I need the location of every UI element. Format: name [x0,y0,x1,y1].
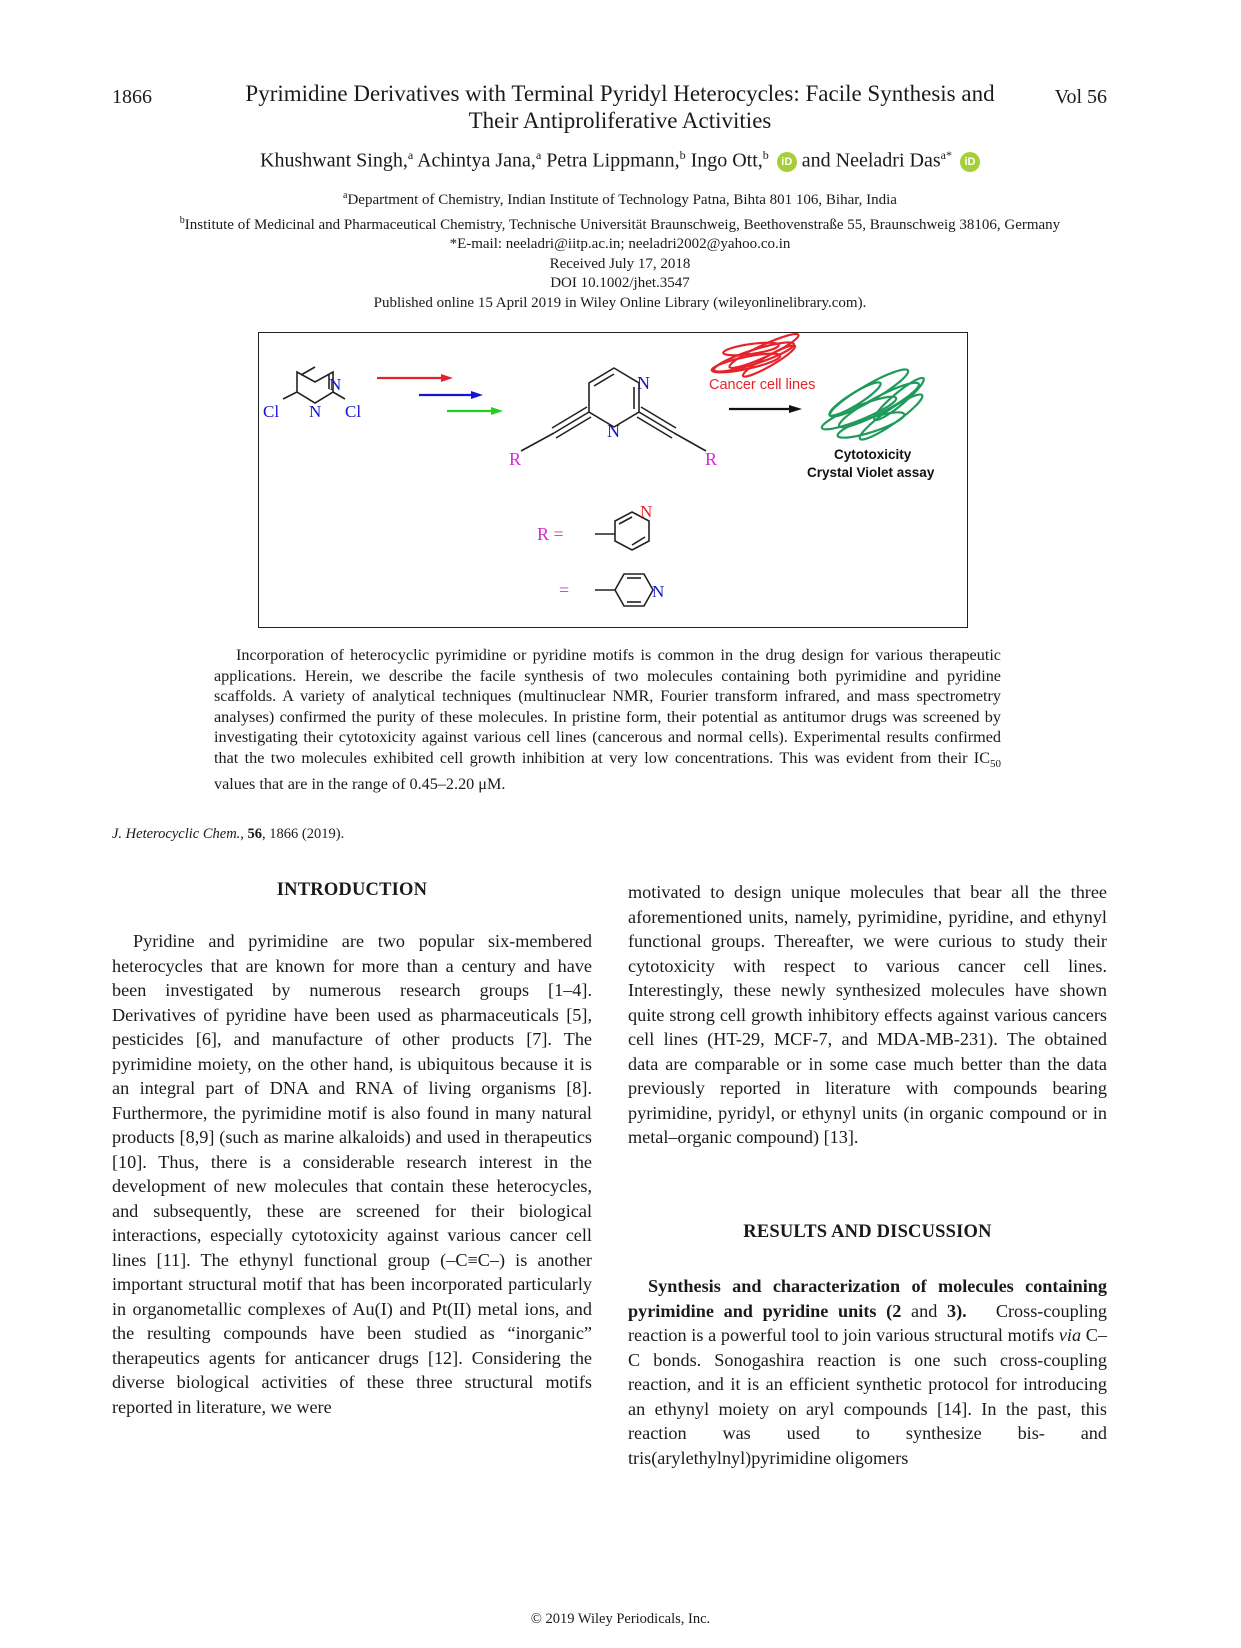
black-arrowhead [789,405,802,413]
pyridin-4-yl-structure [595,574,653,606]
author-name: and Neeladri Das [801,149,941,172]
article-title: Pyrimidine Derivatives with Terminal Pyridyl Heterocycles: Facile Synthesis and Their Antiproliferative Activities [245,81,995,133]
synthesis-paragraph: Synthesis and characterization of molecules containing pyrimidine and pyridine units (2 and 3). Cross-coupling reaction is a powerful tool to join various structural motifs via C–C bonds. Sonogashira reaction is one such cross-coupling reaction, and it is an efficient synthetic protocol for introducing an ethynyl moiety on aryl compounds [14]. In the past, this reaction was used to synthesize bis- and tris(arylethylnyl)pyrimidine oligomers [628,1276,1108,1468]
affiliation-a: $^a$Department of Chemistry, Indian Institute of Technology Patna, Bihta 801 106, Bihar, India [343,190,897,208]
published-online: Published online 15 April 2019 in Wiley Online Library (wileyonlinelibrary.com). [373,294,867,311]
equals-label: = [559,580,570,600]
author-affil-sup: b [762,148,769,162]
journal-citation: J. Heterocyclic Chem., 56, 1866 (2019). [112,826,345,842]
author-name: Achintya Jana, [417,149,536,172]
abstract: Incorporation of heterocyclic pyrimidine or pyridine motifs is common in the drug design for various therapeutic applications. Herein, we describe the facile synthesis of two molecules containing both pyrimidine and pyridine scaffolds. A variety of analytical techniques (multinuclear NMR, Fourier transform infrared, and mass spectrometry analyses) confirmed the purity of these molecules. In pristine form, their potential as antitumor drugs was screened by investigating their cytotoxicity against various cell lines (cancerous and normal cells). Experimental results confirmed that the two molecules exhibited cell growth inhibition at very low concentrations. This was evident from their $IC_{50}$ values that are in the range of 0.45–2.20 μM. [214,646,1001,794]
assay-label: Crystal Violet assay [807,465,935,480]
results-heading: RESULTS AND DISCUSSION [743,1222,992,1242]
blue-arrowhead [471,391,483,399]
copyright-footer: © 2019 Wiley Periodicals, Inc. [530,1611,711,1627]
red-arrowhead [441,374,453,382]
page-number: 1866 [112,86,152,108]
author-name: Khushwant Singh, [260,149,408,172]
author-affil-sup: a [535,148,542,162]
author-affil-sup: a* [940,148,952,162]
author-affil-sup: a [407,148,414,162]
author-affil-sup: b [679,148,686,162]
pyridyl-3-n-label: N [640,502,653,521]
received-date: Received July 17, 2018 [549,255,691,272]
graphical-abstract [258,332,968,628]
product-r-left-label: R [509,449,522,469]
author-list [150,142,1090,174]
affiliations-block [150,186,1090,313]
author-name: Petra Lippmann, [546,149,680,172]
green-arrowhead [491,407,503,415]
cancer-cell-lines-label: Cancer cell lines [709,377,816,393]
product-n-top-label: N [637,373,650,393]
graphical-abstract-svg [259,333,967,627]
dcp-cl-right-label: Cl [345,402,362,421]
product-n-bottom-label: N [607,421,620,441]
pyridyl-4-n-label: N [652,582,665,601]
orcid-icon[interactable]: iD [777,152,797,172]
volume-label: Vol 56 [1054,86,1107,108]
treated-cells-illustration [819,364,927,445]
dcp-n-bottom-label: N [309,402,322,421]
correspondence-email: *E-mail: neeladri@iitp.ac.in; neeladri2002@yahoo.co.in [449,236,791,252]
orcid-icon[interactable]: iD [960,152,980,172]
cancer-cells-illustration [711,333,801,380]
cytotoxicity-label: Cytotoxicity [834,447,912,462]
introduction-paragraph: Pyridine and pyrimidine are two popular six-membered heterocycles that are known for more than a century and have been investigated by numerous research groups [1–4]. Derivatives of pyridine have been used as pharmaceuticals [5], pesticides [6], and manufacture of other products [7]. The pyrimidine moiety, on the other hand, is ubiquitous because it is an integral part of DNA and RNA of living organisms [8]. Furthermore, the pyrimidine motif is also found in many natural products [8,9] (such as marine alkaloids) and used in therapeutics [10]. Thus, there is a considerable research interest in the development of new molecules that contain these heterocycles, and subsequently, these are screened for their biological interactions, especially cytotoxicity against various cancer cell lines [11]. The ethynyl functional group (–C≡C–) is another important structural motif that has been incorporated particularly in organometallic complexes of Au(I) and Pt(II) metal ions, and the resulting compounds have been studied as “inorganic” therapeutics agents for anticancer drugs [12]. Considering the diverse biological activities of these three structural motifs reported in literature, we were [112,931,592,1417]
affiliation-b: $^b$Institute of Medicinal and Pharmaceutical Chemistry, Technische Universität Braunschweig, Beethovenstraße 55, Braunschweig 38106, Germany [179,214,1061,233]
dcp-n-top-label: N [329,375,342,394]
right-column-paragraph: motivated to design unique molecules that bear all the three aforementioned units, namely, pyrimidine, pyridine, and ethynyl functional groups. Thereafter, we were curious to study their cytotoxicity with respect to various cancer cell lines. Interestingly, these newly synthesized molecules have shown quite strong cell growth inhibitory effects against various cancers cell lines (HT-29, MCF-7, and MDA-MB-231). The obtained data are comparable or in some case much better than the data previously reported in literature with compounds bearing pyrimidine, pyridyl, or ethynyl units (in organic compound or in metal–organic compound) [13]. [628,882,1107,1147]
author-name: Ingo Ott, [690,149,763,172]
introduction-heading: INTRODUCTION [276,880,428,900]
doi: DOI 10.1002/jhet.3547 [550,275,690,291]
dcp-cl-left-label: Cl [263,402,280,421]
product-r-right-label: R [705,449,718,469]
r-equals-label: R = [537,524,564,544]
